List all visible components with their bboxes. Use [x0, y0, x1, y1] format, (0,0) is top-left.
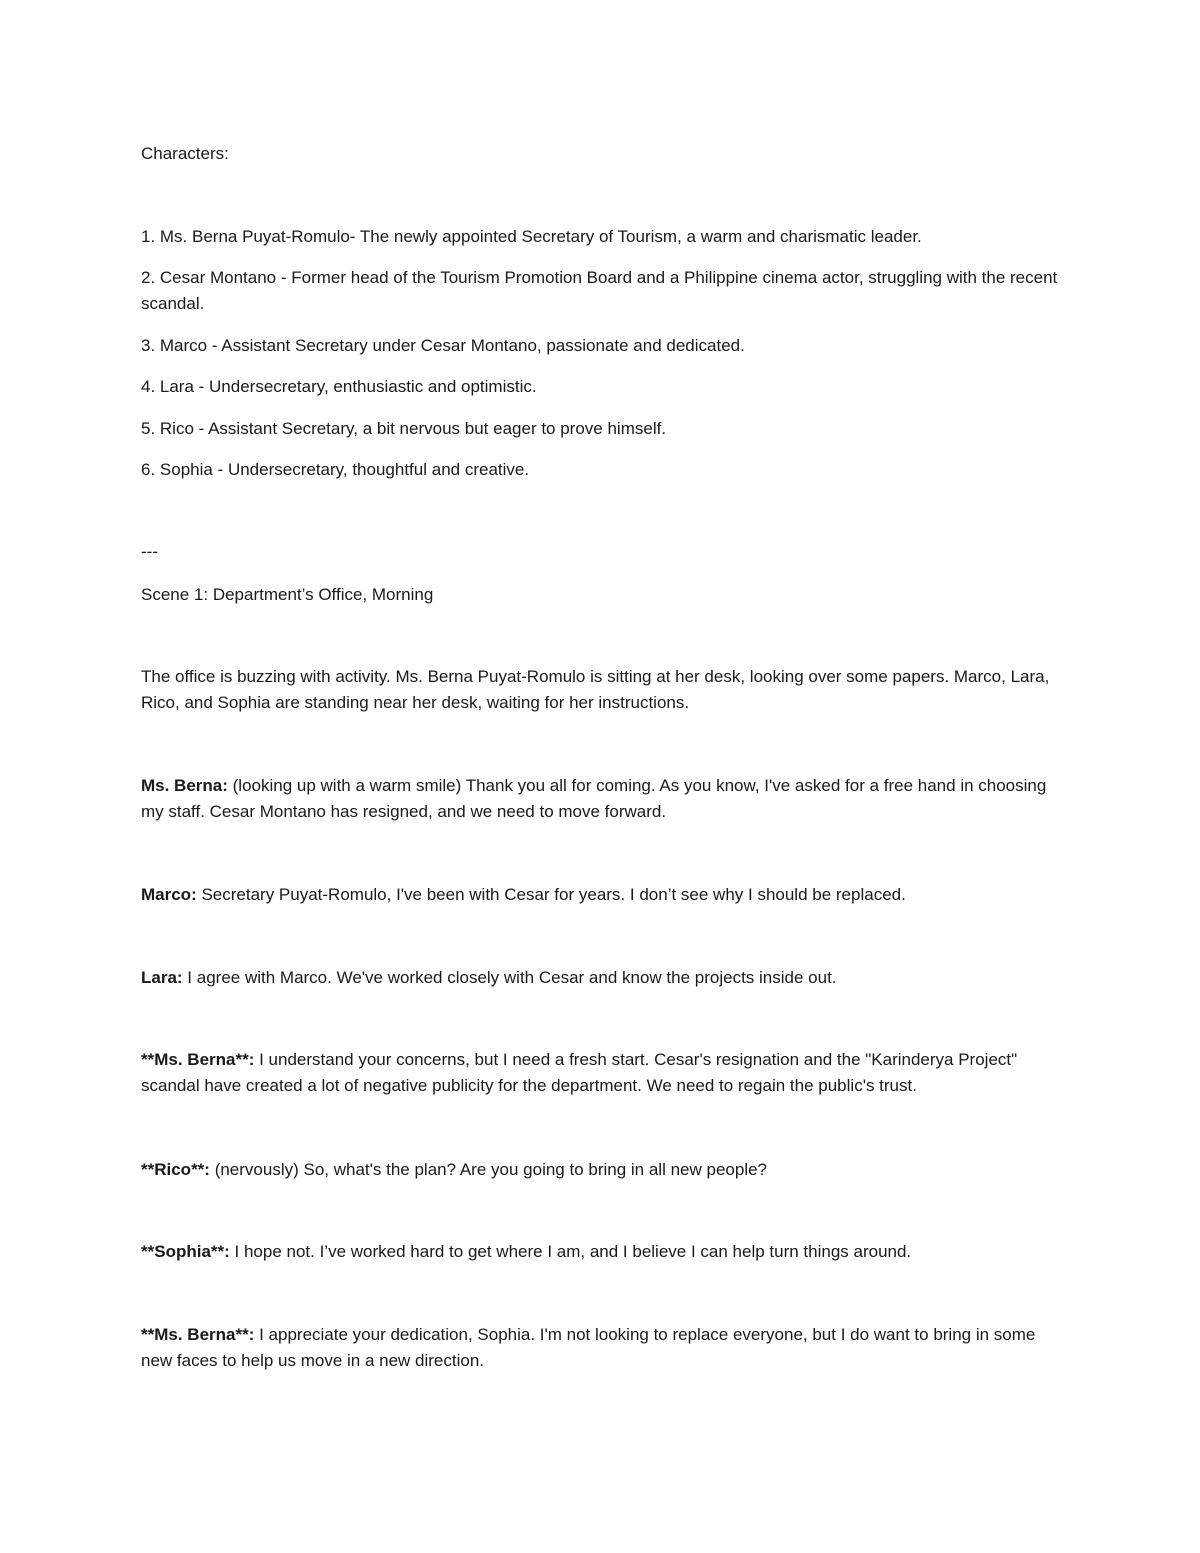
- scene-heading: Scene 1: Department’s Office, Morning: [141, 585, 434, 604]
- dialogue-line: [141, 1047, 1061, 1099]
- dialogue-text: (nervously) So, what's the plan? Are you going to bring in all new people?: [209, 1160, 768, 1179]
- separator: ---: [141, 542, 158, 561]
- stage-direction: The office is buzzing with activity. Ms. Berna Puyat-Romulo is sitting at her desk, looking over some papers. Marco, Lara, Rico, and Sophia are standing near her desk, waiting for her instructions.: [141, 667, 1050, 712]
- dialogue-line: [141, 773, 1061, 825]
- dialogue-text: I understand your concerns, but I need a fresh start. Cesar's resignation and the "Karinderya Project" scandal have created a lot of negative publicity for the department. We need to regain the public's trust.: [141, 1050, 1018, 1095]
- character-item: 5. Rico - Assistant Secretary, a bit nervous but eager to prove himself.: [141, 419, 667, 438]
- dialogue-line: [141, 965, 1061, 991]
- character-item: 1. Ms. Berna Puyat-Romulo- The newly appointed Secretary of Tourism, a warm and charismatic leader.: [141, 227, 922, 246]
- dialogue-line: [141, 1157, 1061, 1183]
- character-item: 6. Sophia - Undersecretary, thoughtful and creative.: [141, 460, 530, 479]
- dialogue-text: (looking up with a warm smile) Thank you all for coming. As you know, I've asked for a free hand in choosing my staff. Cesar Montano has resigned, and we need to move forward.: [141, 776, 1047, 821]
- dialogue-line: [141, 882, 1061, 908]
- speaker-name: **Sophia**:: [141, 1242, 230, 1261]
- dialogue-line: [141, 1322, 1061, 1374]
- dialogue-line: [141, 1239, 1061, 1265]
- speaker-name: Lara:: [141, 968, 183, 987]
- character-item: 3. Marco - Assistant Secretary under Cesar Montano, passionate and dedicated.: [141, 336, 745, 355]
- dialogue-text: Secretary Puyat-Romulo, I've been with Cesar for years. I don’t see why I should be replaced.: [196, 885, 906, 904]
- speaker-name: Ms. Berna:: [141, 776, 228, 795]
- speaker-name: **Ms. Berna**:: [141, 1050, 255, 1069]
- characters-heading: Characters:: [141, 144, 229, 163]
- dialogue-text: I agree with Marco. We've worked closely with Cesar and know the projects inside out.: [182, 968, 837, 987]
- character-item: 4. Lara - Undersecretary, enthusiastic and optimistic.: [141, 377, 537, 396]
- speaker-name: **Ms. Berna**:: [141, 1325, 255, 1344]
- character-item: 2. Cesar Montano - Former head of the Tourism Promotion Board and a Philippine cinema actor, struggling with the recent scandal.: [141, 268, 1058, 313]
- speaker-name: **Rico**:: [141, 1160, 210, 1179]
- speaker-name: Marco:: [141, 885, 197, 904]
- dialogue-text: I hope not. I’ve worked hard to get where I am, and I believe I can help turn things around.: [229, 1242, 912, 1261]
- dialogue-text: I appreciate your dedication, Sophia. I'm not looking to replace everyone, but I do want to bring in some new faces to help us move in a new direction.: [141, 1325, 1036, 1370]
